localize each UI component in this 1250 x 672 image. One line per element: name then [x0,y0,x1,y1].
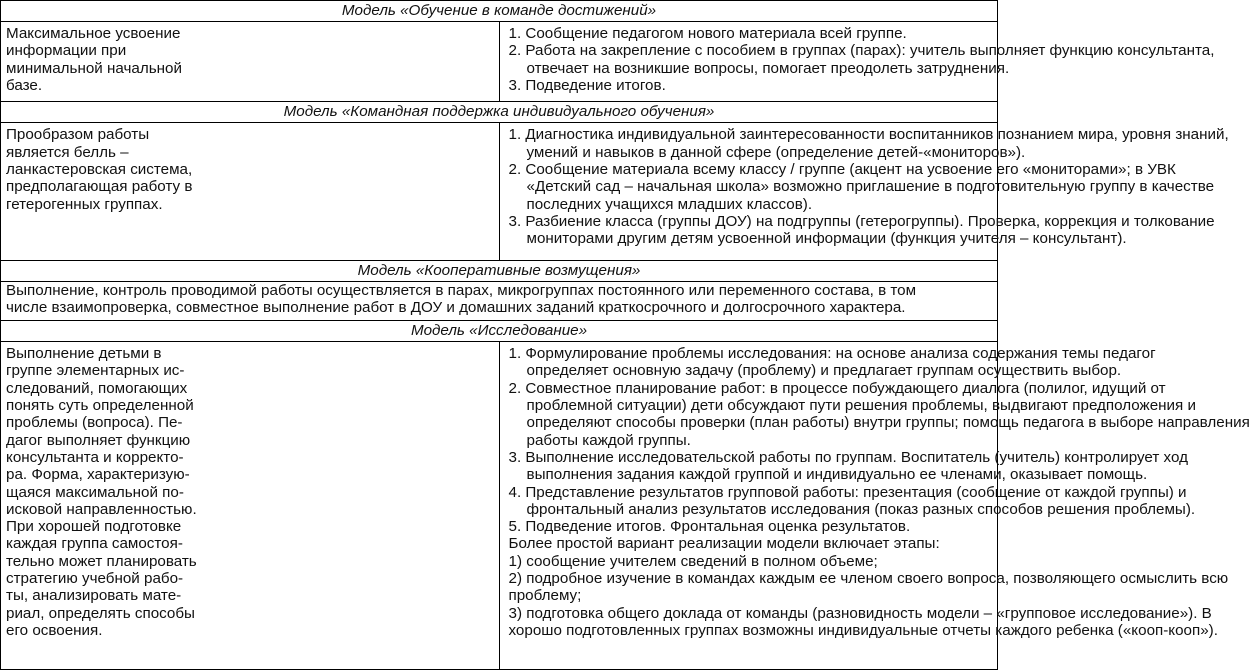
step-line: 1. Диагностика индивидуальной заинтересованности воспитанников познанием мира, уровня знаний, [508,126,1229,144]
step-line: фронтальный анализ результатов исследования (показ разных способов решения проблемы). [526,500,1196,518]
goal-line: Выполнение детьми в [6,345,162,363]
text-line: числе взаимопроверка, совместное выполнение работ в ДОУ и домашних заданий краткосрочного и долгосрочного характера. [6,299,906,317]
goal-line: следований, помогающих [6,379,188,397]
goal-line: Максимальное усвоение [6,25,181,42]
step-line: 1. Сообщение педагогом нового материала всей группе. [508,25,907,42]
step-line: 2. Совместное планирование работ: в процессе побуждающего диалога (полилог, идущий от [508,379,1166,397]
table-body [1,1,1250,670]
goal-line: понять суть определенной [6,397,194,415]
goal-line: каждая группа самостоя- [6,535,183,553]
goal-line: проблемы (вопроса). Пе- [6,414,183,432]
model-title: Модель «Исследование» [1,321,998,342]
model-title: Модель «Обучение в команде достижений» [1,1,998,22]
model-body-row [1,342,998,670]
step-line: 3. Разбиение класса (группы ДОУ) на подгруппы (гетерогруппы). Проверка, коррекция и толкование [508,212,1215,230]
goal-line: консультанта и корректо- [6,448,184,466]
goal-line: предполагающая работу в [6,178,193,196]
step-line: 2. Сообщение материала всему классу / группе (акцент на усвоение его «мониторами»; в УВК [508,161,1176,179]
goal-line: тельно может планировать [6,552,197,570]
step-line: определяет основную задачу (проблему) и предлагает группам осуществить выбор. [526,362,1122,380]
goal-line: ра. Форма, характеризую- [6,466,190,484]
goal-line: его освоения. [6,621,103,639]
model-header-row [1,102,998,123]
model-steps-cell [499,123,1229,261]
step-line: 2. Работа на закрепление с пособием в группах (парах): учитель выполняет функцию консультанта, [508,42,1215,60]
goal-line: стратегию учебной рабо- [6,570,184,588]
model-header-row [1,1,998,22]
step-line: проблему; [508,587,582,605]
goal-line: При хорошей подготовке [6,518,182,536]
step-line: проблемной ситуации) дети обсуждают пути решения проблемы, выдвигают предположения и [526,397,1196,415]
step-line: последних учащихся младших классов). [526,195,813,213]
model-header-row [1,321,998,342]
model-body-row [1,123,998,261]
goal-line: щаяся максимальной по- [6,483,184,501]
model-body-row [1,22,998,102]
goal-line: информации при [6,42,127,60]
goal-line: ты, анализировать мате- [6,587,182,605]
step-line: 5. Подведение итогов. Фронтальная оценка результатов. [508,518,911,536]
model-title: Модель «Командная поддержка индивидуального обучения» [1,102,998,123]
goal-line: гетерогенных группах. [6,195,163,213]
model-steps-cell [499,342,1250,670]
step-line: мониторами другим детям усвоенной информации (функция учителя – консультант). [526,230,1127,248]
goal-line: является белль – [6,143,129,161]
goal-line: Прообразом работы [6,126,150,144]
model-goal-cell [1,342,500,670]
text-line: Выполнение, контроль проводимой работы осуществляется в парах, микрогруппах постоянного или переменного состава, в том [6,282,917,300]
step-line: отвечает на возникшие вопросы, помогает преодолеть затруднения. [526,59,1010,77]
step-line: «Детский сад – начальная школа» возможно приглашение в подготовительную группу в качестве [526,178,1215,196]
model-goal-cell [1,123,500,261]
model-title: Модель «Кооперативные возмущения» [1,261,998,282]
goal-line: базе. [6,76,43,94]
goal-line: группе элементарных ис- [6,362,185,380]
model-steps-cell [499,22,1215,102]
goal-line: дагог выполняет функцию [6,431,191,449]
step-line: 3) подготовка общего доклада от команды (разновидность модели – «групповое исследование»). В [508,604,1212,622]
step-line: работы каждой группы. [526,431,691,449]
step-line: хорошо подготовленных группах возможны индивидуальные отчеты каждого ребенка («кооп-кооп»). [508,621,1218,639]
step-line: умений и навыков в данной сфере (определение детей-«мониторов»). [526,143,1026,161]
step-line: определяют способы проверки (план работы) внутри группы; помощь педагога в выборе направления [526,414,1250,432]
model-description-cell [1,282,998,321]
step-line: выполнения задания каждой группой и индивидуально ее членами, оказывает помощь. [526,466,1148,484]
step-line: 1. Формулирование проблемы исследования: на основе анализа содержания темы педагог [508,345,1156,363]
step-line: 1) сообщение учителем сведений в полном объеме; [508,552,878,570]
goal-line: минимальной начальной [6,59,182,77]
step-line: 3. Выполнение исследовательской работы по группам. Воспитатель (учитель) контролирует ход [508,448,1188,466]
goal-line: исковой направленностью. [6,500,197,518]
step-line: Более простой вариант реализации модели включает этапы: [508,535,940,553]
step-line: 4. Представление результатов групповой работы: презентация (сообщение от каждой группы) и [508,483,1187,501]
goal-line: риал, определять способы [6,604,195,622]
model-header-row [1,261,998,282]
goal-line: ланкастеровская система, [6,161,193,179]
step-line: 2) подробное изучение в командах каждым ее членом своего вопроса, позволяющего осмыслить всю [508,570,1229,588]
model-goal-cell [1,22,500,102]
step-line: 3. Подведение итогов. [508,76,666,94]
model-body-row [1,282,998,321]
